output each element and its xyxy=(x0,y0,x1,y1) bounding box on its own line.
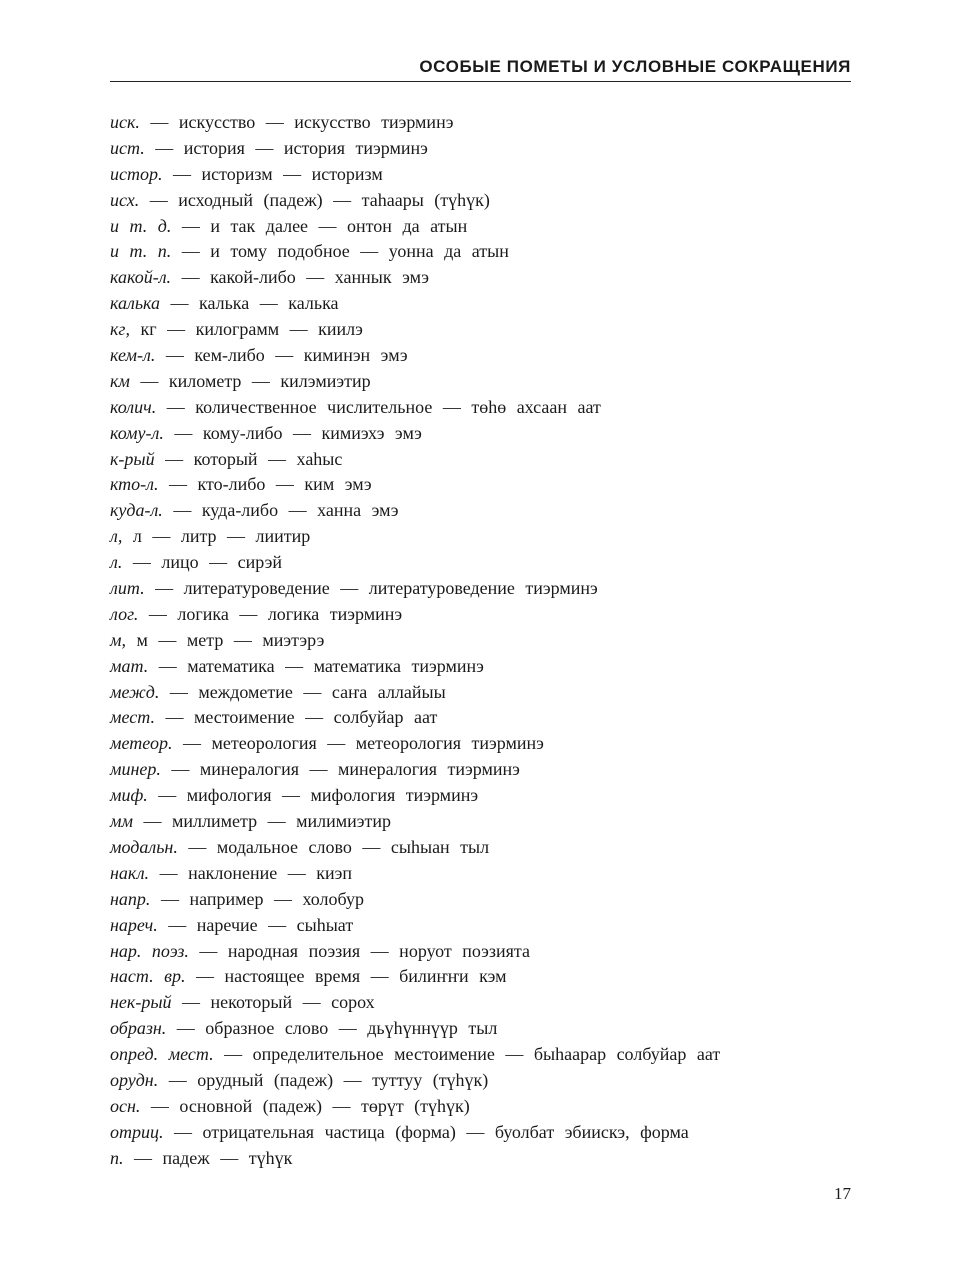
entry-abbreviation: мат. xyxy=(110,655,149,676)
abbreviation-entry xyxy=(110,524,851,550)
entry-abbreviation: образн. xyxy=(110,1018,167,1039)
entry-abbreviation: колич. xyxy=(110,396,157,417)
entry-definition: — падеж — түhүк xyxy=(134,1147,293,1168)
abbreviation-entry xyxy=(110,447,851,473)
abbreviation-list xyxy=(110,110,851,1172)
entry-definition: м — метр — миэтэрэ xyxy=(136,629,325,650)
entry-definition: — модальное слово — сыhыан тыл xyxy=(188,836,490,857)
entry-abbreviation: орудн. xyxy=(110,1069,159,1090)
header-divider xyxy=(110,81,851,82)
abbreviation-entry xyxy=(110,369,851,395)
entry-abbreviation: кг, xyxy=(110,319,130,340)
entry-abbreviation: л, xyxy=(110,526,123,547)
entry-abbreviation: накл. xyxy=(110,862,150,883)
entry-definition: — метеорология — метеорология тиэрминэ xyxy=(183,733,544,754)
entry-definition: — междометие — саҥа аллайыы xyxy=(169,681,446,702)
entry-abbreviation: наст. вр. xyxy=(110,966,186,987)
abbreviation-entry xyxy=(110,239,851,265)
entry-definition: — настоящее время — билиҥҥи кэм xyxy=(195,966,507,987)
abbreviation-entry xyxy=(110,291,851,317)
entry-definition: — логика — логика тиэрминэ xyxy=(148,603,403,624)
entry-abbreviation: мест. xyxy=(110,707,155,728)
abbreviation-entry xyxy=(110,472,851,498)
entry-abbreviation: исх. xyxy=(110,189,140,210)
entry-definition: — какой-либо — ханнык эмэ xyxy=(181,267,430,288)
entry-abbreviation: м, xyxy=(110,629,126,650)
abbreviation-entry xyxy=(110,757,851,783)
abbreviation-entry xyxy=(110,654,851,680)
abbreviation-entry xyxy=(110,136,851,162)
entry-abbreviation: иск. xyxy=(110,112,140,132)
entry-abbreviation: калька xyxy=(110,293,160,314)
entry-abbreviation: кем-л. xyxy=(110,345,156,366)
entry-definition: — основной (падеж) — төрүт (түhүк) xyxy=(150,1095,470,1116)
entry-abbreviation: опред. мест. xyxy=(110,1044,214,1065)
entry-abbreviation: модальн. xyxy=(110,836,178,857)
entry-definition: — и тому подобное — уонна да атын xyxy=(181,241,509,262)
entry-abbreviation: кто-л. xyxy=(110,474,159,495)
entry-definition: кг — килограмм — киилэ xyxy=(140,319,363,340)
entry-abbreviation: метеор. xyxy=(110,733,173,754)
entry-definition: — народная поэзия — норуот поэзията xyxy=(199,940,530,961)
entry-definition: — математика — математика тиэрминэ xyxy=(158,655,484,676)
entry-definition: — исходный (падеж) — таhаары (түhүк) xyxy=(149,189,490,210)
abbreviation-entry xyxy=(110,861,851,887)
entry-definition: — местоимение — солбуйар аат xyxy=(165,707,438,728)
running-header: ОСОБЫЕ ПОМЕТЫ И УСЛОВНЫЕ СОКРАЩЕНИЯ xyxy=(419,57,851,76)
entry-definition: — историзм — историзм xyxy=(173,163,383,184)
entry-abbreviation: куда-л. xyxy=(110,500,163,521)
abbreviation-entry xyxy=(110,1120,851,1146)
entry-abbreviation: истор. xyxy=(110,163,163,184)
abbreviation-entry xyxy=(110,576,851,602)
entry-definition: — наречие — сыhыат xyxy=(168,914,354,935)
abbreviation-entry xyxy=(110,628,851,654)
entry-abbreviation: лит. xyxy=(110,578,145,599)
entry-definition: — калька — калька xyxy=(170,293,339,314)
entry-abbreviation: к-рый xyxy=(110,448,155,469)
abbreviation-entry xyxy=(110,395,851,421)
entry-abbreviation: л. xyxy=(110,552,123,573)
abbreviation-entry xyxy=(110,550,851,576)
abbreviation-entry xyxy=(110,990,851,1016)
abbreviation-entry xyxy=(110,214,851,240)
abbreviation-entry xyxy=(110,265,851,291)
abbreviation-entry xyxy=(110,421,851,447)
abbreviation-entry xyxy=(110,1094,851,1120)
abbreviation-entry xyxy=(110,188,851,214)
entry-definition: — лицо — сирэй xyxy=(132,552,283,573)
entry-definition: — мифология — мифология тиэрминэ xyxy=(158,785,479,806)
abbreviation-entry xyxy=(110,705,851,731)
entry-abbreviation: и т. п. xyxy=(110,241,172,262)
entry-definition: — километр — килэмиэтир xyxy=(140,370,371,391)
abbreviation-entry xyxy=(110,110,851,136)
entry-definition: — количественное числительное — төhө ахсаан аат xyxy=(166,396,601,417)
entry-definition: — определительное местоимение — быhаарар солбуйар аат xyxy=(224,1044,721,1065)
entry-abbreviation: нар. поэз. xyxy=(110,940,189,961)
entry-abbreviation: лог. xyxy=(110,603,139,624)
entry-abbreviation: напр. xyxy=(110,888,151,909)
entry-abbreviation: ист. xyxy=(110,137,145,158)
abbreviation-entry xyxy=(110,1042,851,1068)
entry-definition: — минералогия — минералогия тиэрминэ xyxy=(171,759,520,780)
abbreviation-entry xyxy=(110,1068,851,1094)
entry-definition: — кем-либо — киминэн эмэ xyxy=(165,345,408,366)
entry-definition: — некоторый — сорох xyxy=(182,992,375,1013)
entry-definition: — миллиметр — милимиэтир xyxy=(143,811,391,832)
entry-abbreviation: минер. xyxy=(110,759,161,780)
entry-definition: — куда-либо — ханна эмэ xyxy=(173,500,399,521)
entry-definition: л — литр — лиитир xyxy=(132,526,311,547)
entry-definition: — кто-либо — ким эмэ xyxy=(169,474,372,495)
page-number: 17 xyxy=(834,1184,851,1203)
abbreviation-entry xyxy=(110,317,851,343)
abbreviation-entry xyxy=(110,731,851,757)
entry-abbreviation: отриц. xyxy=(110,1121,164,1142)
entry-definition: — и так далее — онтон да атын xyxy=(181,215,468,236)
entry-abbreviation: какой-л. xyxy=(110,267,172,288)
abbreviation-entry xyxy=(110,1016,851,1042)
abbreviation-entry xyxy=(110,939,851,965)
abbreviation-entry xyxy=(110,602,851,628)
entry-definition: — история — история тиэрминэ xyxy=(155,137,428,158)
entry-abbreviation: п. xyxy=(110,1147,124,1168)
entry-definition: — литературоведение — литературоведение тиэрминэ xyxy=(155,578,598,599)
abbreviation-entry xyxy=(110,887,851,913)
entry-definition: — кому-либо — кимиэхэ эмэ xyxy=(174,422,422,443)
abbreviation-entry xyxy=(110,964,851,990)
abbreviation-entry xyxy=(110,835,851,861)
entry-abbreviation: межд. xyxy=(110,681,160,702)
entry-definition: — наклонение — киэп xyxy=(159,862,353,883)
entry-definition: — отрицательная частица (форма) — буолбат эбиискэ, форма xyxy=(174,1121,689,1142)
entry-definition: — искусство — искусство тиэрминэ xyxy=(150,112,454,132)
abbreviation-entry xyxy=(110,913,851,939)
entry-definition: — например — холобур xyxy=(160,888,364,909)
entry-definition: — орудный (падеж) — туттуу (түhүк) xyxy=(168,1069,489,1090)
entry-abbreviation: мм xyxy=(110,811,133,832)
entry-abbreviation: км xyxy=(110,370,130,391)
entry-abbreviation: миф. xyxy=(110,785,148,806)
entry-abbreviation: кому-л. xyxy=(110,422,164,443)
entry-abbreviation: нареч. xyxy=(110,914,158,935)
abbreviation-entry xyxy=(110,783,851,809)
abbreviation-entry xyxy=(110,1146,851,1172)
entry-abbreviation: нек-рый xyxy=(110,992,172,1013)
abbreviation-entry xyxy=(110,162,851,188)
abbreviation-entry xyxy=(110,809,851,835)
entry-definition: — образное слово — дьүhүннүүр тыл xyxy=(176,1018,498,1039)
abbreviation-entry xyxy=(110,498,851,524)
entry-abbreviation: осн. xyxy=(110,1095,141,1116)
entry-abbreviation: и т. д. xyxy=(110,215,172,236)
entry-definition: — который — хаhыс xyxy=(165,448,343,469)
abbreviation-entry xyxy=(110,680,851,706)
abbreviation-entry xyxy=(110,343,851,369)
